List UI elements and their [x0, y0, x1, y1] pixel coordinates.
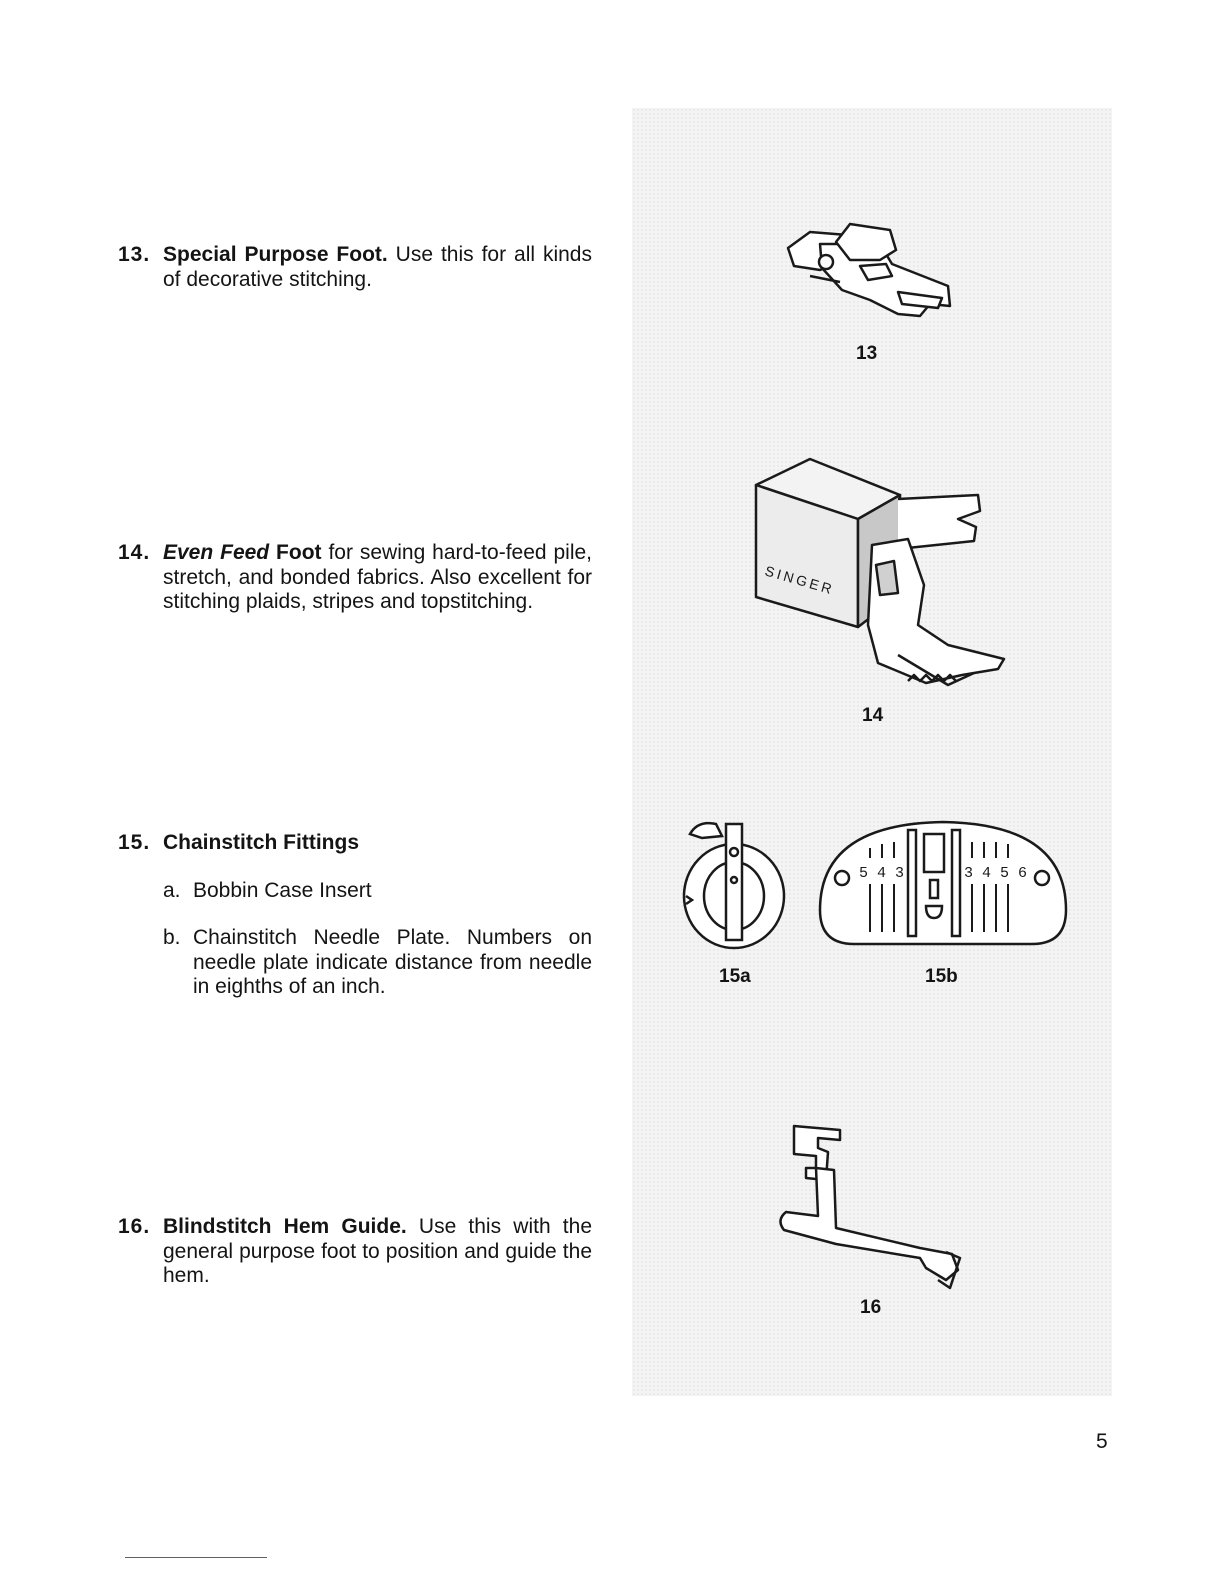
footer-rule [125, 1557, 267, 1558]
subitem-text: Chainstitch Needle Plate. Numbers on needle plate indicate distance from needle in eighths of an inch. [193, 926, 592, 998]
plate-left-scale: 5 4 3 [859, 865, 905, 882]
singer-logo: SINGER [763, 562, 837, 598]
subitem-letter: b. [163, 926, 181, 949]
figure-caption-15b: 15b [925, 966, 958, 987]
item-heading: Chainstitch Fittings [163, 831, 359, 854]
item-text: Use this for all kinds of decorative stitching. [163, 243, 592, 291]
blindstitch-hem-guide-illustration [770, 1120, 970, 1296]
item-15 [118, 831, 592, 1000]
subitem-b [163, 926, 592, 1000]
figure-caption-16: 16 [860, 1297, 882, 1318]
item-heading: Foot [269, 541, 322, 564]
item-body [163, 1215, 592, 1289]
subitem-letter: a. [163, 878, 181, 902]
page-number: 5 [1096, 1430, 1108, 1453]
figure-caption-14: 14 [862, 705, 884, 726]
item-body [163, 831, 592, 856]
item-text: for sewing hard-to-feed pile, stretch, and bonded fabrics. Also excellent for stitching plaids, stripes and topstitching. [163, 541, 593, 613]
even-feed-foot-illustration [748, 455, 1013, 695]
item-heading-italic: Even Feed [163, 541, 270, 564]
subitem-text: Bobbin Case Insert [193, 878, 372, 902]
bobbin-case-insert-illustration [676, 814, 792, 954]
item-body [163, 243, 592, 292]
item-body [163, 541, 592, 615]
item-text: Use this with the general purpose foot to position and guide the hem. [163, 1215, 592, 1287]
subitem-a [163, 879, 592, 904]
item-number: 16. [118, 1215, 151, 1238]
needle-plate-illustration [812, 814, 1074, 954]
item-16 [118, 1215, 592, 1289]
item-heading: Special Purpose Foot. [163, 243, 388, 266]
item-14 [118, 541, 592, 615]
item-number: 14. [118, 541, 151, 564]
figure-caption-15a: 15a [719, 966, 751, 987]
item-number: 13. [118, 243, 151, 266]
item-heading: Blindstitch Hem Guide. [163, 1215, 407, 1238]
special-purpose-foot-illustration [780, 220, 960, 340]
plate-right-scale: 3 4 5 6 [964, 865, 1028, 882]
item-13 [118, 243, 592, 292]
item-number: 15. [118, 831, 151, 854]
figure-caption-13: 13 [856, 343, 878, 364]
